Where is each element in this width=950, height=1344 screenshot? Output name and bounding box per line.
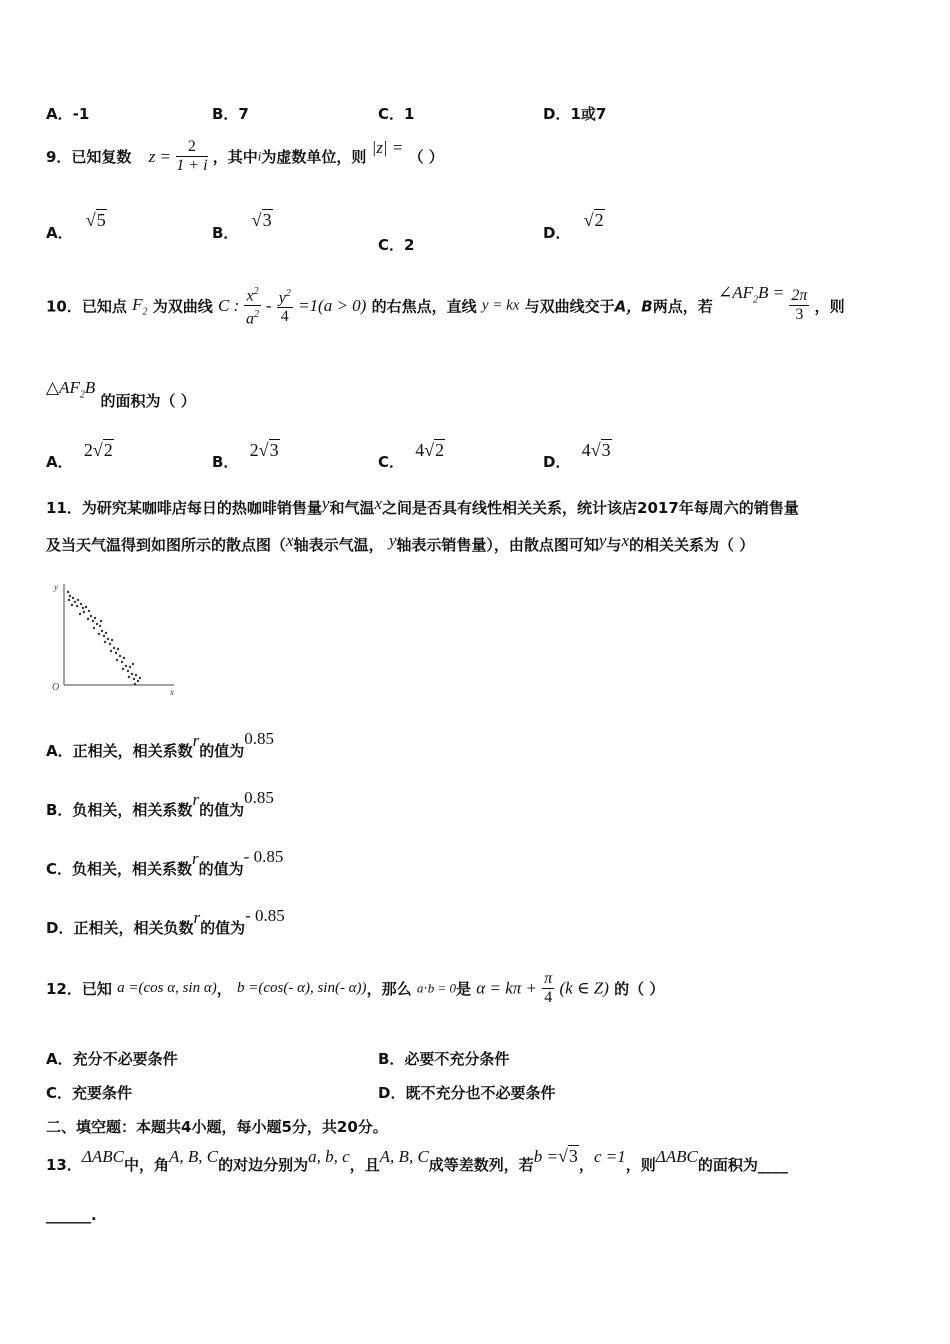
scatter-point xyxy=(68,599,70,601)
q13-tri: ΔABC xyxy=(81,1147,124,1166)
q9-b-val: 3 xyxy=(262,210,272,230)
scatter-point xyxy=(135,674,137,676)
scatter-point xyxy=(77,599,79,601)
q11-option-a xyxy=(46,728,275,760)
q11-c-val: - 0.85 xyxy=(243,847,284,866)
q10-x: x xyxy=(246,287,254,305)
q12-dot-product: a⋅b = 0 xyxy=(416,980,457,996)
q11-b-val: 0.85 xyxy=(244,788,274,807)
scatter-point xyxy=(96,623,98,625)
q12-option-b: B．必要不充分条件 xyxy=(378,1050,510,1068)
q10-tri-b: B xyxy=(84,378,96,397)
q10-option-a xyxy=(46,440,114,471)
q12-kz: (k ∈ Z) xyxy=(559,978,609,998)
q10-c-eq: C : xyxy=(217,295,240,315)
q9-i: i xyxy=(257,148,262,164)
scatter-point xyxy=(99,625,101,627)
q11-y3: y xyxy=(598,531,607,550)
q10-option-b xyxy=(212,440,280,471)
q13-blank-line: ______. xyxy=(46,1206,97,1224)
q12-alpha: α = kπ + xyxy=(476,978,537,998)
scatter-point xyxy=(110,650,112,652)
q9-option-c: C．2 xyxy=(378,236,415,254)
q9-option-a xyxy=(46,210,107,243)
q13-b-val: 3 xyxy=(568,1146,578,1166)
q10-angle-a: ∠AF xyxy=(717,283,753,302)
q13-t6: 的面积为____ xyxy=(697,1156,788,1174)
q9-stem xyxy=(46,138,444,175)
scatter-point xyxy=(104,641,106,643)
q11-l1b: 和气温 xyxy=(329,499,375,517)
q13-t2: 的对边分别为 xyxy=(218,1156,309,1174)
scatter-point xyxy=(111,639,113,641)
scatter-point xyxy=(79,613,81,615)
q11-stem-line2 xyxy=(46,531,755,555)
q10-c-label: C． xyxy=(378,453,405,471)
section-2-heading: 二、填空题：本题共4小题，每小题5分，共20分。 xyxy=(46,1118,388,1136)
q9-end: （ ） xyxy=(408,148,444,166)
q11-l2e: 的相关关系为（ ） xyxy=(628,536,755,554)
q8-option-c: C．1 xyxy=(378,105,415,123)
scatter-point xyxy=(109,643,111,645)
q10-f2-letter: F xyxy=(132,294,143,314)
q11-option-b xyxy=(46,787,274,819)
q12-stem xyxy=(46,970,664,1007)
q9-number: 9．已知复数 xyxy=(46,148,132,166)
scatter-point xyxy=(105,632,107,634)
q11-axis-y-label: y xyxy=(54,582,58,592)
q12-pi: π xyxy=(544,970,553,987)
q9-frac-num: 2 xyxy=(176,138,207,157)
scatter-point xyxy=(119,655,121,657)
q9-option-b xyxy=(212,210,273,243)
q10-d-val: 3 xyxy=(601,440,611,460)
q10-stem xyxy=(46,283,845,329)
q11-a-r: r xyxy=(192,731,200,750)
q10-c-val: 2 xyxy=(435,440,445,460)
q11-x3: x xyxy=(621,531,629,550)
q11-l2c: 轴表示销售量），由散点图可知 xyxy=(396,536,599,554)
q9-a-sqrt: √5 xyxy=(85,210,106,230)
scatter-point xyxy=(101,630,103,632)
scatter-point xyxy=(69,595,71,597)
q10-eq1: =1(a > 0) xyxy=(298,295,367,315)
scatter-point xyxy=(90,615,92,617)
scatter-point xyxy=(71,604,73,606)
q10-b-expr: 2√3 xyxy=(249,440,279,460)
q11-d-mid: 的值为 xyxy=(200,919,246,937)
q8-option-a: A．-1 xyxy=(46,105,90,123)
q9-d-label: D． xyxy=(543,224,571,242)
q10-t5: ，则 xyxy=(814,297,845,316)
q10-ab: A，B xyxy=(614,297,653,316)
scatter-point xyxy=(133,678,135,680)
q11-c-r: r xyxy=(192,849,199,868)
q9-mid2: 为虚数单位，则 xyxy=(261,148,367,166)
scatter-point xyxy=(100,620,102,622)
q12-number: 12．已知 xyxy=(46,980,112,998)
q10-option-c xyxy=(378,440,445,471)
q10-pi-num: 2π xyxy=(791,287,808,305)
q8-option-d: D．1或7 xyxy=(543,105,607,123)
q9-absz: |z| = xyxy=(371,138,404,157)
q10-angle-b: B = xyxy=(757,283,785,302)
q13-angles2: A, B, C xyxy=(379,1147,429,1166)
scatter-point xyxy=(103,635,105,637)
q9-a-label: A． xyxy=(46,224,73,242)
q11-a-val: 0.85 xyxy=(244,729,275,748)
q11-a-text: A．正相关，相关系数 xyxy=(46,742,193,760)
q12-t2: 是 xyxy=(456,980,472,998)
q10-d-pre: 4 xyxy=(581,440,591,460)
q10-a-pre: 2 xyxy=(83,440,93,460)
q9-d-val: 2 xyxy=(594,210,604,230)
q13-number: 13． xyxy=(46,1156,82,1174)
scatter-point xyxy=(127,670,129,672)
q13-b-sqrt: √3 xyxy=(558,1146,578,1166)
scatter-point xyxy=(87,618,89,620)
q10-number: 10．已知点 xyxy=(46,297,127,316)
q13-t1: 中，角 xyxy=(123,1156,169,1174)
q11-l1c: 之间是否具有线性相关关系，统计该店2017年每周六的销售量 xyxy=(382,499,799,517)
q11-l2d: 与 xyxy=(606,536,622,554)
q11-option-d xyxy=(46,905,285,937)
q11-axis-x-label: x xyxy=(170,687,174,697)
q10-d-expr: 4√3 xyxy=(581,440,611,460)
scatter-point xyxy=(125,665,127,667)
q11-l2b: 轴表示气温， xyxy=(293,536,384,554)
q10-t4: 两点，若 xyxy=(652,297,713,316)
q12-option-a: A．充分不必要条件 xyxy=(46,1050,178,1068)
q10-t2: 的右焦点，直线 xyxy=(371,297,477,316)
q11-d-val: - 0.85 xyxy=(245,906,285,925)
q10-minus: - xyxy=(265,295,272,315)
scatter-point xyxy=(94,617,96,619)
q10-frac-y: $\frac{y^2}{4}$ xyxy=(277,285,293,326)
q11-option-c xyxy=(46,846,284,878)
q12-b-vector: b =(cos(- α), sin(- α)) xyxy=(236,980,367,996)
q10-angle: $\angle AF_2B$ = xyxy=(717,283,785,306)
q9-d-sqrt: √2 xyxy=(583,210,604,230)
q9-fraction xyxy=(176,138,207,175)
scatter-point xyxy=(131,673,133,675)
q10-frac-pi xyxy=(789,287,809,324)
q13-angles: A, B, C xyxy=(168,1147,219,1166)
q11-origin-label: O xyxy=(52,682,60,693)
q10-b-pre: 2 xyxy=(249,440,259,460)
q10-pi-den: 3 xyxy=(795,306,804,324)
q11-y: y xyxy=(321,494,330,513)
q10-option-d xyxy=(543,440,612,471)
q10-stem-line2 xyxy=(46,378,196,410)
q13-stem xyxy=(46,1146,788,1174)
q10-frac-x: $\frac{x^2}{a^2}$ xyxy=(244,283,260,329)
scatter-point xyxy=(115,652,117,654)
q9-b-label: B． xyxy=(212,224,239,242)
scatter-point xyxy=(98,633,100,635)
q10-b-label: B． xyxy=(212,453,239,471)
q10-a-expr: 2√2 xyxy=(83,440,113,460)
scatter-point xyxy=(137,680,139,682)
scatter-point xyxy=(72,597,74,599)
q12-comma: ， xyxy=(216,980,232,998)
q13-b-eq: b = xyxy=(533,1147,559,1166)
q13-t4: 成等差数列，若 xyxy=(428,1156,534,1174)
q10-t1: 为双曲线 xyxy=(152,297,213,316)
q13-t5: ，则 xyxy=(625,1156,656,1174)
scatter-point xyxy=(67,591,69,593)
q13-c-eq: c =1 xyxy=(593,1147,626,1166)
q8-option-b: B．7 xyxy=(212,105,249,123)
q10-t6: 的面积为（ ） xyxy=(100,392,196,410)
q10-c-expr: 4√2 xyxy=(415,440,445,460)
scatter-point xyxy=(92,620,94,622)
q11-c-text: C．负相关，相关系数 xyxy=(46,860,193,878)
scatter-point xyxy=(82,607,84,609)
q11-a-mid: 的值为 xyxy=(199,742,245,760)
q9-frac-den: 1 + i xyxy=(176,157,208,174)
q10-c-pre: 4 xyxy=(415,440,425,460)
q13-tri2: ΔABC xyxy=(655,1147,698,1166)
scatter-point xyxy=(129,666,131,668)
q12-frac-pi xyxy=(542,970,554,1007)
q10-d-label: D． xyxy=(543,453,571,471)
q12-option-c: C．充要条件 xyxy=(46,1084,133,1102)
q11-y2: y xyxy=(388,531,397,550)
scatter-point xyxy=(93,627,95,629)
scatter-point xyxy=(116,659,118,661)
scatter-point xyxy=(83,611,85,613)
q10-tri-a: △AF xyxy=(46,378,80,397)
q13-sides: a, b, c xyxy=(308,1147,350,1166)
q11-b-mid: 的值为 xyxy=(199,801,245,819)
scatter-point xyxy=(139,677,141,679)
scatter-point xyxy=(132,663,134,665)
q13-comma: ， xyxy=(578,1156,594,1174)
q12-option-d: D．既不充分也不必要条件 xyxy=(378,1084,556,1102)
q12-t1: ，那么 xyxy=(366,980,412,998)
scatter-point xyxy=(121,661,123,663)
q11-scatter-plot xyxy=(44,578,184,698)
q10-a: a xyxy=(246,310,255,328)
q10-f2: $F_2$ xyxy=(132,294,148,318)
q12-a-vector: a =(cos α, sin α) xyxy=(117,980,217,996)
q11-l2a: 及当天气温得到如图所示的散点图（ xyxy=(46,536,287,554)
scatter-point xyxy=(76,605,78,607)
q10-four: 4 xyxy=(280,308,289,326)
q9-a-val: 5 xyxy=(96,210,106,230)
scatter-point xyxy=(123,657,125,659)
scatter-point xyxy=(134,683,136,685)
q10-line: y = kx xyxy=(481,297,520,314)
q10-a-label: A． xyxy=(46,453,73,471)
scatter-point xyxy=(128,676,130,678)
q10-y: y xyxy=(278,289,286,307)
q11-c-mid: 的值为 xyxy=(198,860,244,878)
q11-d-r: r xyxy=(193,908,201,927)
q9-b-sqrt: √3 xyxy=(251,210,272,230)
scatter-point xyxy=(107,638,109,640)
scatter-point xyxy=(85,606,87,608)
scatter-point xyxy=(80,603,82,605)
q11-d-text: D．正相关，相关负数 xyxy=(46,919,194,937)
q9-mid: ，其中 xyxy=(212,148,258,166)
q13-t3: ，且 xyxy=(349,1156,380,1174)
q11-scatter-points xyxy=(67,591,141,685)
scatter-point xyxy=(122,668,124,670)
q9-z-eq: z = xyxy=(148,146,172,166)
q11-x2: x xyxy=(286,531,294,550)
q11-stem-line1 xyxy=(46,494,799,518)
q11-x: x xyxy=(374,494,382,513)
q9-option-d xyxy=(543,210,605,243)
q12-t3: 的（ ） xyxy=(614,980,665,998)
q11-l1a: 11．为研究某咖啡店每日的热咖啡销售量 xyxy=(46,499,322,517)
q10-tri: $\triangle AF_2B$ xyxy=(46,378,96,401)
scatter-point xyxy=(113,647,115,649)
q10-t3: 与双曲线交于 xyxy=(524,297,615,316)
q11-b-r: r xyxy=(192,790,200,809)
q10-a-val: 2 xyxy=(103,440,113,460)
scatter-point xyxy=(117,648,119,650)
q11-b-text: B．负相关，相关系数 xyxy=(46,801,193,819)
scatter-point xyxy=(74,601,76,603)
scatter-point xyxy=(88,610,90,612)
q12-four: 4 xyxy=(544,989,553,1006)
q10-b-val: 3 xyxy=(269,440,279,460)
